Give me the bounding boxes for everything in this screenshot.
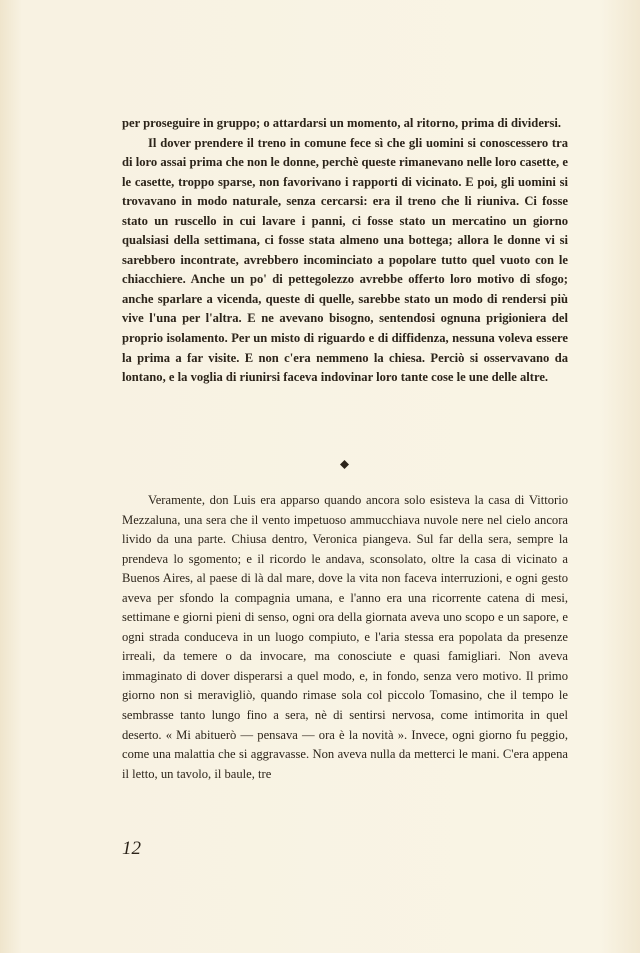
section-one <box>122 114 568 388</box>
paragraph-don-luis: Veramente, don Luis era apparso quando ancora solo esisteva la casa di Vittorio Mezzaluna, una sera che il vento impetuoso ammucchiava nuvole nere nel cielo ancora livido da una parte. Chiusa dentro, Veronica piangeva. Sul far della sera, sempre la prendeva lo sgomento; e il ricordo le andava, sconsolato, oltre la casa di vicinato a Buenos Aires, al paese di là dal mare, dove la vita non faceva interruzioni, e ogni gesto aveva per sfondo la compagnia umana, e l'anno era una ricorrente catena di mesi, settimane e giorni pieni di senso, ogni ora della giornata aveva uno scopo e un sapore, e ogni strada conduceva in un luogo compiuto, e l'aria stessa era popolata da presenze irreali, da temere o da invocare, ma conosciute e quasi famigliari. Non aveva immaginato di dover disperarsi a quel modo, e, in fondo, senza vero motivo. Il primo giorno non si meravigliò, quando rimase sola col piccolo Tomasino, che il tempo le sembrasse tanto lungo fino a sera, nè di sentirsi nervosa, come intimorita in quel deserto. « Mi abituerò — pensava — ora è la novità ». Invece, ogni giorno fu peggio, come una malattia che si aggravasse. Non aveva nulla da metterci le mani. C'era appena il letto, un tavolo, il baule, tre <box>122 493 568 781</box>
paragraph-train: Il dover prendere il treno in comune fece sì che gli uomini si conoscessero tra di loro assai prima che non le donne, perchè queste rimanevano nelle loro casette, e le casette, troppo sparse, non favorivano i rapporti di vicinato. E poi, gli uomini si trovavano in modo naturale, senza cercarsi: era il treno che li riuniva. Ci fosse stato un ruscello in cui lavare i panni, ci fosse stato un mercatino un giorno qualsiasi della settimana, ci fosse stata almeno una bottega; allora le donne vi si sarebbero incontrate, avrebbero incominciato a popolare tutto quel vuoto con le chiacchiere. Anche un po' di pettegolezzo avrebbe offerto loro motivo di sfogo; anche sparlare a vicenda, queste di quelle, sarebbe stato un modo di rendersi più vive l'una per l'altra. E ne avevano bisogno, sentendosi ognuna prigioniera del proprio isolamento. Per un misto di riguardo e di diffidenza, nessuna voleva essere la prima a far visite. E non c'era nemmeno la chiesa. Perciò si osservavano da lontano, e la voglia di riunirsi faceva indovinar loro tante cose le une delle altre. <box>122 135 568 385</box>
paragraph-continuation: per proseguire in gruppo; o attardarsi un momento, al ritorno, prima di dividersi. <box>122 116 562 130</box>
section-two <box>122 491 568 784</box>
diamond-ornament-icon <box>339 459 349 469</box>
page-number: 12 <box>122 838 141 859</box>
